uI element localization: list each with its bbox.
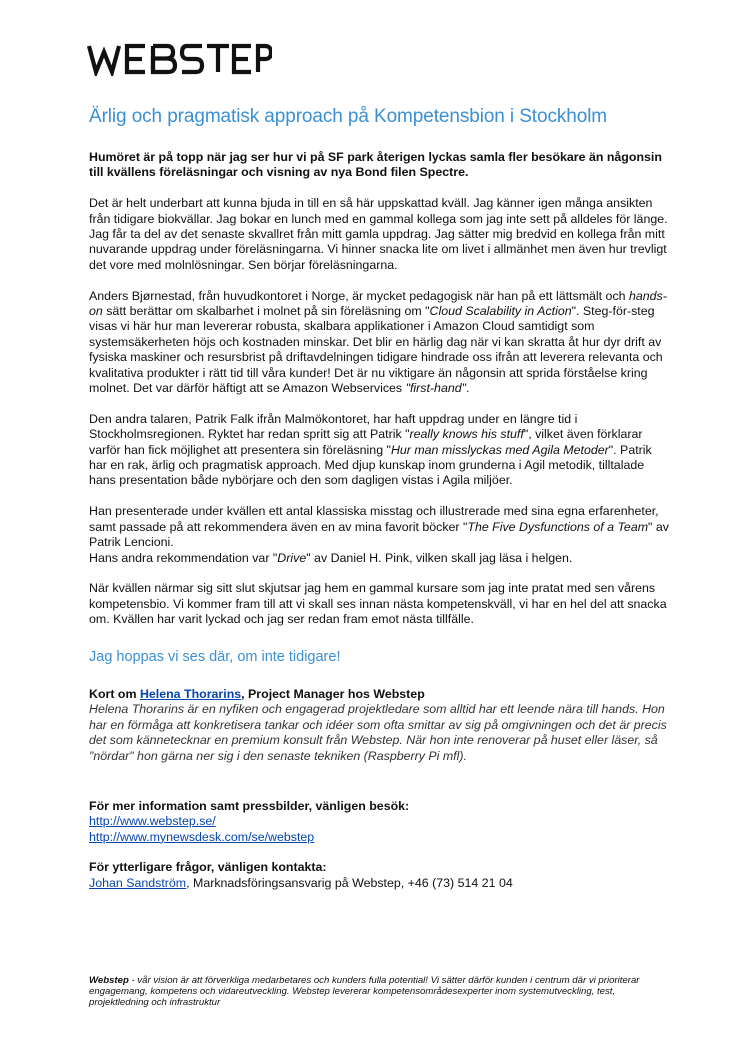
text: . — [466, 381, 470, 396]
footer-brand: Webstep — [89, 975, 129, 986]
emphasis: Cloud Scalability in Action — [429, 304, 572, 319]
webstep-logo — [87, 40, 272, 81]
text: ". Steg-för-steg visas vi här hur man levererar robusta, skalbara applikationer i Amazon Cloud samtidigt som systemsäkerheten höjs och kostnaden minskar. Det blir en härlig dag när vi kan skratta åt hur dyr drift av fysiska maskiner och resursbrist på driftavdelningen tidigare hindrade oss ifrån att leverera relevanta och kvalitativa produkter i rätt tid till våra kunder! Det är nu viktigare än någonsin att sprida förståelse kring molnet. Det var därför häftigt att se Amazon Webservices — [89, 304, 663, 396]
emphasis: hands-on — [89, 288, 667, 319]
paragraph-patrik — [89, 412, 669, 489]
closing-line: Jag hoppas vi ses där, om inte tidigare! — [89, 648, 341, 665]
text: " av Daniel H. Pink, vilken skall jag läsa i helgen. — [306, 550, 573, 565]
text: Anders Bjørnestad, från huvudkontoret i Norge, är mycket pedagogisk när han på ett lättsmält och — [89, 288, 629, 303]
footer-text: - vår vision är att förverkliga medarbetares och kunders fulla potential! Vi sätter därför kunden i centrum där vi prioriterar engagemang, kompetens och vidareutveckling. Webstep levererar kompetensområdesexperter inom systemutveckling, test, projektledning och infrastruktur — [89, 975, 640, 1008]
text: sätt berättar om skalbarhet i molnet på sin föreläsning om " — [102, 304, 430, 319]
contact-heading: För ytterligare frågor, vänligen kontakta: — [89, 860, 327, 875]
more-info-section — [89, 799, 669, 845]
page-title: Ärlig och pragmatisk approach på Kompetensbion i Stockholm — [89, 106, 608, 127]
text: Den andra talaren, Patrik Falk ifrån Malmökontoret, har haft uppdrag under en längre tid i Stockholmsregionen. Ryktet har redan spritt sig att Patrik " — [89, 411, 578, 442]
paragraph-anders — [89, 289, 669, 397]
text: ". Patrik har en rak, ärlig och pragmatisk approach. Med djup kunskap inom grunderna i Agil metodik, tilltalade hans presentation både nybörjare och den som dagligen vistas i Agila miljöer. — [89, 442, 652, 488]
text: Han presenterade under kvällen ett antal klassiska misstag och illustrerade med sina egna erfarenheter, samt passade på att rekommendera även en av mina favorit böcker " — [89, 504, 659, 534]
article-body — [89, 150, 669, 906]
text: Hans andra rekommendation var " — [89, 550, 278, 565]
lead-paragraph: Humöret är på topp när jag ser hur vi på SF park återigen lyckas samla fler besökare än någonsin till kvällens föreläsningar och visning av nya Bond filen Spectre. — [89, 150, 662, 180]
emphasis: really knows his stuff — [409, 427, 524, 442]
about-section — [89, 687, 669, 764]
contact-details: , Marknadsföringsansvarig på Webstep, +46 (73) 514 21 04 — [186, 875, 513, 890]
paragraph-ending: När kvällen närmar sig sitt slut skjutsar jag hem en gammal kursare som jag inte pratat med sen vårens kompetensbio. Vi kommer fram till att vi skall ses innan nästa kompetenskväll, vi har en hel del att snacka om. Kvällen har varit lyckad och jag ser redan fram emot nästa tillfälle. — [89, 581, 667, 627]
paragraph-intro: Det är helt underbart att kunna bjuda in till en så här uppskattad kväll. Jag känner igen många ansikten från tidigare biokvällar. Jag bokar en lunch med en gammal kollega som jag inte sett på alldeles för länge. Jag får ta del av det senaste skvallret från mitt gamla uppdrag. Jag sätter mig bredvid en kollega från mitt nuvarande uppdrag under föreläsningarna. Vi hinner snacka lite om livet i allmänhet men även hur trevligt det vore med molnlösningar. Sen börjar föreläsningarna. — [89, 196, 668, 272]
text: ", vilket även förklarar varför han fick möjlighet att presentera sin föreläsning " — [89, 427, 643, 457]
emphasis: The Five Dysfunctions of a Team — [467, 519, 649, 534]
about-prefix: Kort om — [89, 686, 140, 701]
about-suffix: , Project Manager hos Webstep — [241, 686, 425, 701]
about-bio: Helena Thorarins är en nyfiken och engagerad projektledare som alltid har ett leende nära till hands. Hon har en förmåga att konkretisera tankar och idéer som ofta smittar av sig på omgivningen och det är precis det som kännetecknar en premium konsult från Webstep. När hon inte renoverar på huset eller läser, så "nördar" hon gärna ner sig i den senaste tekniken (Raspberry Pi mfl). — [89, 702, 667, 763]
webstep-logo-mark — [87, 40, 272, 76]
emphasis: "first-hand" — [405, 381, 467, 396]
text: " av Patrik Lencioni. — [89, 519, 669, 550]
footer-boilerplate — [89, 975, 669, 1008]
contact-name-link[interactable]: Johan Sandström — [89, 875, 187, 890]
webstep-site-link[interactable]: http://www.webstep.se/ — [89, 814, 216, 829]
emphasis: Hur man misslyckas med Agila Metoder — [390, 442, 609, 457]
contact-section — [89, 860, 669, 891]
helena-link[interactable]: Helena Thorarins — [139, 686, 242, 701]
mynewsdesk-link[interactable]: http://www.mynewsdesk.com/se/webstep — [89, 829, 315, 844]
paragraph-recommendations — [89, 504, 669, 566]
more-info-heading: För mer information samt pressbilder, vänligen besök: — [89, 798, 410, 813]
emphasis: Drive — [277, 550, 307, 565]
